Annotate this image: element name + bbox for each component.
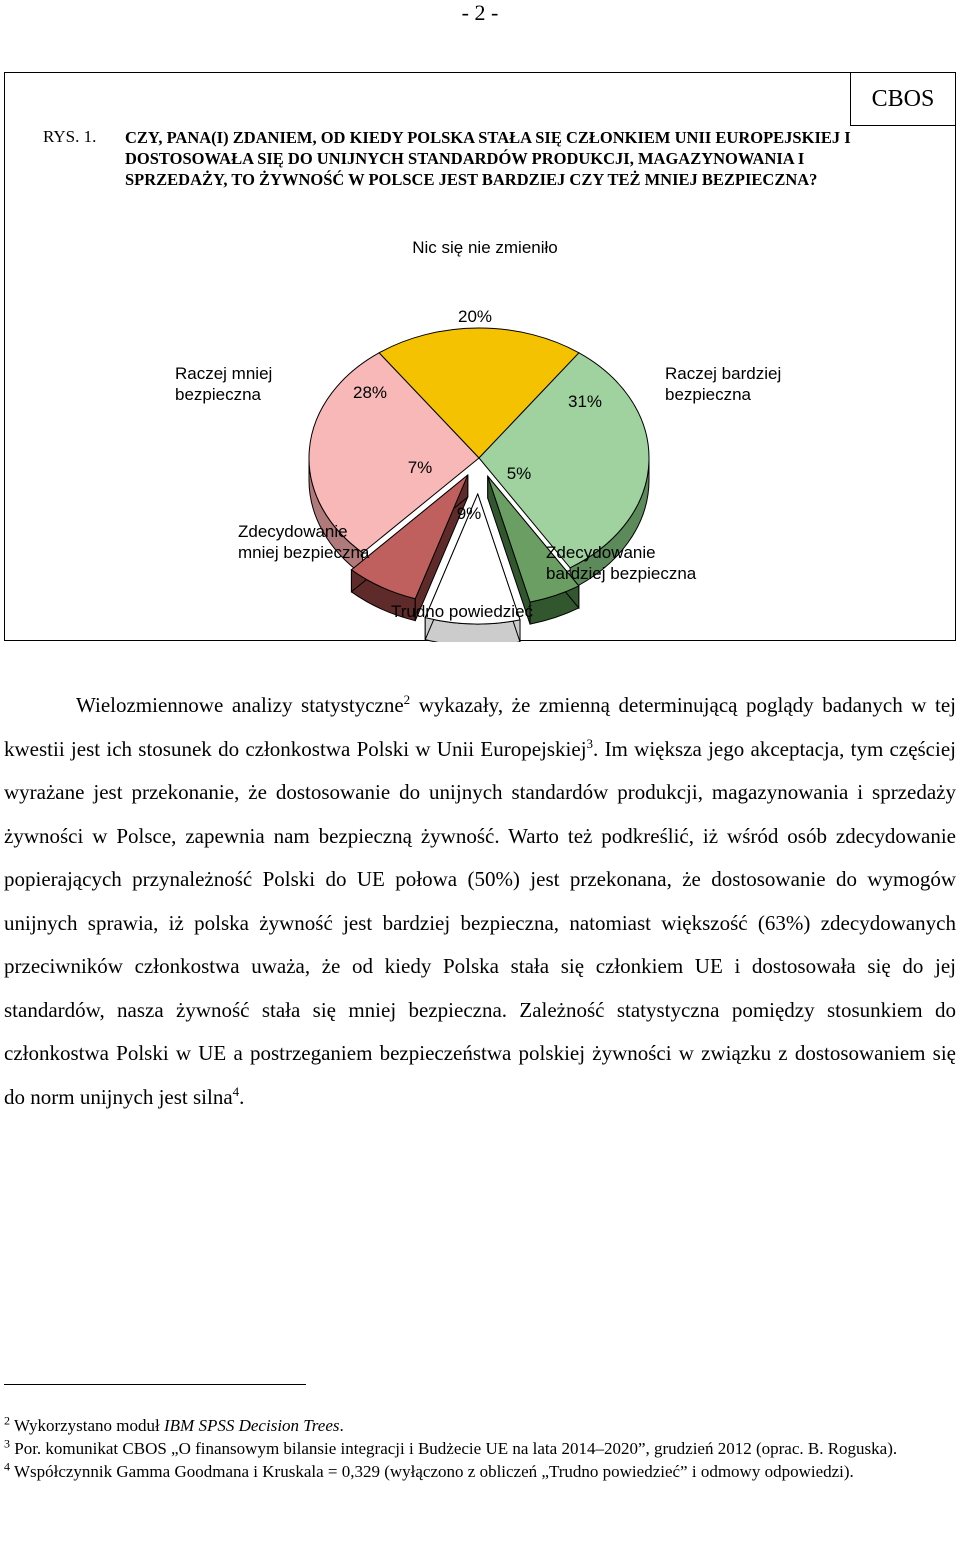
pie-value-label: 9% [456,504,482,523]
text-run: Wielozmiennowe analizy statystyczne [76,693,404,717]
footnote-text: Wykorzystano moduł [10,1416,165,1435]
pie-category-label-line: Raczej bardziej [665,364,782,383]
pie-value-label: 20% [457,307,493,326]
figure-label: RYS. 1. [43,127,97,146]
footnote-text: . [339,1416,344,1435]
pie-category-label-line: Raczej mniej [175,364,273,383]
pie-category-label [175,364,272,404]
pie-category-label [412,238,558,257]
pie-category-label-line: Nic się nie zmieniło [412,238,558,257]
footnote-divider [4,1384,306,1385]
source-tag: CBOS [850,72,956,126]
footnotes [4,1414,956,1483]
text-run: . Im większa jego akceptacja, tym częściej wyrażane jest przekonanie, że dostosowanie do unijnych standardów produkcji, magazynowania i sprzedaży żywności w Polsce, zapewnia nam bezpieczną żywność. Warto też podkreślić, iż wśród osób zdecydowanie popierających przynależność Polski do UE połowa (50%) jest przekonana, że dostosowanie do wymogów unijnych sprawia, iż polska żywność jest bardziej bezpieczna, natomiast większość (63%) zdecydowanych przeciwników członkostwa uważa, że od kiedy Polska stała się członkiem UE i dostosowała się do jej standardów, nasza żywność stała się mniej bezpieczna. Zależność statystyczna pomiędzy stosunkiem do członkostwa Polski w UE a postrzeganiem bezpieczeństwa polskiej żywności w związku z dostosowaniem się do norm unijnych jest silna [4,736,956,1109]
pie-value-label: 7% [407,458,433,477]
footnote-ref: 2 [403,692,411,707]
text-run: . [239,1084,245,1109]
footnote-3 [4,1437,956,1460]
text-run: wykazały, że zmienną determinującą poglądy badanych w tej kwestii jest ich stosunek do członkostwa Polski w Unii Europejskiej [4,693,956,761]
pie-category-label-line: bezpieczna [665,385,752,404]
page-number: - 2 - [461,0,499,25]
footnote-number: 4 [4,1459,10,1474]
figure-box [4,72,956,641]
footnote-number: 2 [4,1413,10,1428]
footnote-ref: 4 [232,1083,240,1099]
footnote-ref: 3 [586,735,594,751]
pie-chart [5,73,957,642]
pie-category-label-line: mniej bezpieczna [238,543,370,562]
footnote-number: 3 [4,1436,10,1451]
footnote-4 [4,1460,956,1483]
pie-category-label [391,602,534,621]
pie-value-label: 28% [352,383,388,402]
footnote-italic: IBM SPSS Decision Trees [164,1416,340,1435]
pie-category-label [665,364,781,404]
pie-value-label: 5% [506,464,532,483]
pie-category-label-line: bezpieczna [175,385,262,404]
pie-category-label-line: Zdecydowanie [238,522,348,541]
pie-category-label-line: Trudno powiedzieć [390,602,534,621]
footnote-text: Współczynnik Gamma Goodmana i Kruskala = 0,329 (wyłączono z obliczeń „Trudno powiedzieć” i odmowy odpowiedzi). [10,1462,854,1481]
pie-category-label-line: Zdecydowanie [546,543,656,562]
figure-question: CZY, PANA(I) ZDANIEM, OD KIEDY POLSKA STAŁA SIĘ CZŁONKIEM UNII EUROPEJSKIEJ I DOSTOSOWAŁA SIĘ DO UNIJNYCH STANDARDÓW PRODUKCJI, MAGAZYNOWANIA I SPRZEDAŻY, TO ŻYWNOŚĆ W POLSCE JEST BARDZIEJ CZY TEŻ MNIEJ BEZPIECZNA? [125,128,851,189]
pie-value-label: 31% [567,392,603,411]
paragraph [4,684,956,1119]
footnote-2 [4,1414,956,1437]
body-text [4,684,956,1119]
pie-category-label-line: bardziej bezpieczna [546,564,697,583]
footnote-text: Por. komunikat CBOS „O finansowym bilansie integracji i Budżecie UE na lata 2014–2020”, grudzień 2012 (oprac. B. Roguska). [10,1439,898,1458]
